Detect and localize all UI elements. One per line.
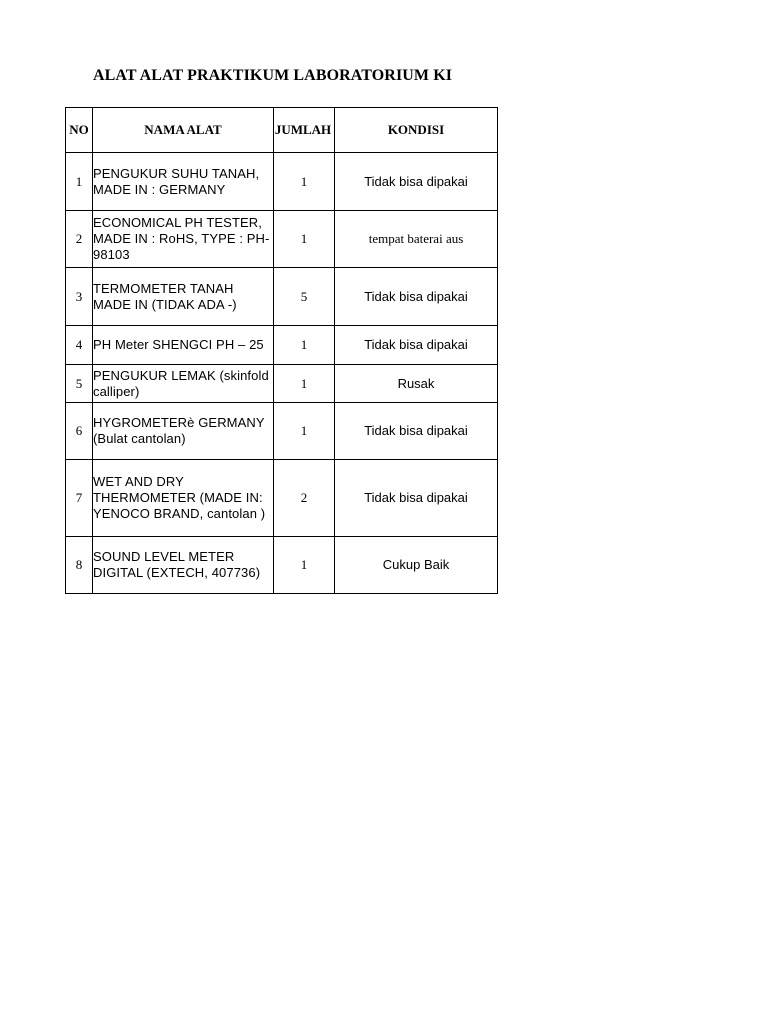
cell-no: 7 xyxy=(66,460,93,537)
cell-nama-alat: PH Meter SHENGCI PH – 25 xyxy=(93,326,274,365)
cell-jumlah: 1 xyxy=(274,153,335,211)
table-row xyxy=(66,153,498,211)
cell-nama-alat: PENGUKUR SUHU TANAH, MADE IN : GERMANY xyxy=(93,153,274,211)
cell-jumlah: 2 xyxy=(274,460,335,537)
cell-jumlah: 1 xyxy=(274,403,335,460)
header-nama-alat: NAMA ALAT xyxy=(93,108,274,153)
equipment-table xyxy=(65,107,498,594)
cell-kondisi: Tidak bisa dipakai xyxy=(335,268,498,326)
table-header-row xyxy=(66,108,498,153)
table-row xyxy=(66,403,498,460)
cell-no: 5 xyxy=(66,365,93,403)
table-row xyxy=(66,268,498,326)
cell-jumlah: 1 xyxy=(274,365,335,403)
cell-no: 8 xyxy=(66,537,93,594)
cell-kondisi: Cukup Baik xyxy=(335,537,498,594)
cell-jumlah: 1 xyxy=(274,211,335,268)
header-kondisi: KONDISI xyxy=(335,108,498,153)
cell-jumlah: 1 xyxy=(274,537,335,594)
header-jumlah xyxy=(274,108,335,153)
table-row xyxy=(66,537,498,594)
table-row xyxy=(66,211,498,268)
table-row xyxy=(66,365,498,403)
cell-nama-alat: HYGROMETERè GERMANY (Bulat cantolan) xyxy=(93,403,274,460)
cell-nama-alat: WET AND DRY THERMOMETER (MADE IN: YENOCO BRAND, cantolan ) xyxy=(93,460,274,537)
cell-no: 6 xyxy=(66,403,93,460)
cell-no: 3 xyxy=(66,268,93,326)
table-row xyxy=(66,460,498,537)
document-title: ALAT ALAT PRAKTIKUM LABORATORIUM KI xyxy=(93,67,453,84)
cell-kondisi: tempat baterai aus xyxy=(335,211,498,268)
table-row xyxy=(66,326,498,365)
cell-no: 2 xyxy=(66,211,93,268)
cell-jumlah: 1 xyxy=(274,326,335,365)
cell-nama-alat: PENGUKUR LEMAK (skinfold calliper) xyxy=(93,365,274,403)
cell-jumlah: 5 xyxy=(274,268,335,326)
cell-kondisi: Rusak xyxy=(335,365,498,403)
cell-nama-alat: TERMOMETER TANAH MADE IN (TIDAK ADA -) xyxy=(93,268,274,326)
header-jumlah-text: JUMLAH xyxy=(274,122,332,137)
header-no: NO xyxy=(66,108,93,153)
cell-kondisi: Tidak bisa dipakai xyxy=(335,326,498,365)
cell-kondisi: Tidak bisa dipakai xyxy=(335,460,498,537)
cell-nama-alat: ECONOMICAL PH TESTER, MADE IN : RoHS, TYPE : PH-98103 xyxy=(93,211,274,268)
cell-no: 4 xyxy=(66,326,93,365)
cell-no: 1 xyxy=(66,153,93,211)
cell-nama-alat: SOUND LEVEL METER DIGITAL (EXTECH, 407736) xyxy=(93,537,274,594)
cell-kondisi: Tidak bisa dipakai xyxy=(335,403,498,460)
cell-kondisi: Tidak bisa dipakai xyxy=(335,153,498,211)
